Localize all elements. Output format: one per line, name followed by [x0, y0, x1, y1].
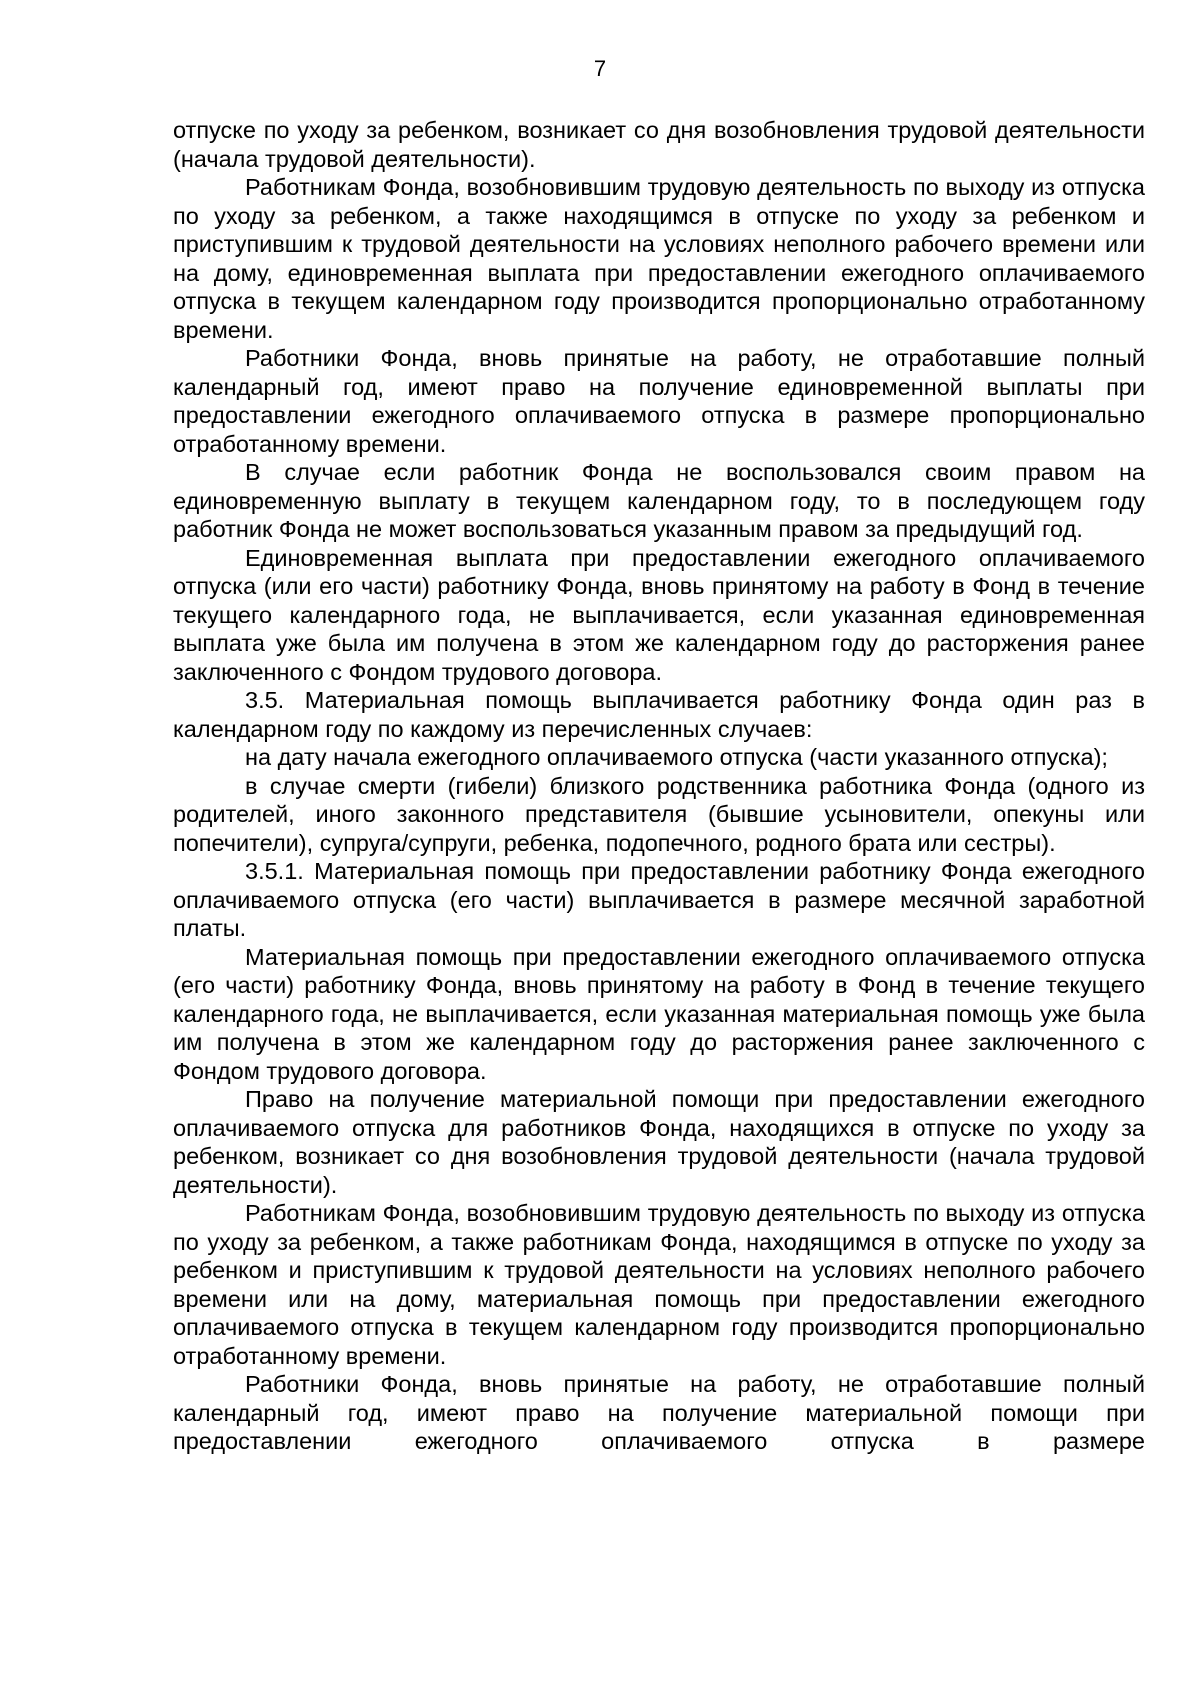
paragraph: Работники Фонда, вновь принятые на работу, не отработавшие полный календарный год, имеют право на получение материальной помощи при предоставлении ежегодного оплачиваемого отпуска в размере	[173, 1371, 1145, 1454]
paragraph: на дату начала ежегодного оплачиваемого отпуска (части указанного отпуска);	[245, 744, 1108, 770]
paragraph: В случае если работник Фонда не воспользовался своим правом на единовременную выплату в текущем календарном году, то в последующем году работник Фонда не может воспользоваться указанным правом за предыдущий год.	[173, 459, 1145, 542]
paragraph: отпуске по уходу за ребенком, возникает со дня возобновления трудовой деятельности (начала трудовой деятельности).	[173, 117, 1145, 172]
paragraph: Работникам Фонда, возобновившим трудовую деятельность по выходу из отпуска по уходу за ребенком, а также работникам Фонда, находящимся в отпуске по уходу за ребенком и приступившим к трудовой деятельности на условиях неполного рабочего времени или на дому, материальная помощь при предоставлении ежегодного оплачиваемого отпуска в текущем календарном году производится пропорционально отработанному времени.	[173, 1200, 1145, 1369]
paragraph: Материальная помощь при предоставлении ежегодного оплачиваемого отпуска (его части) работнику Фонда, вновь принятому на работу в Фонд в течение текущего календарного года, не выплачивается, если указанная материальная помощь уже была им получена в этом же календарном году до расторжения ранее заключенного с Фондом трудового договора.	[173, 943, 1145, 1084]
paragraph: Работники Фонда, вновь принятые на работу, не отработавшие полный календарный год, имеют право на получение единовременной выплаты при предоставлении ежегодного оплачиваемого отпуска в размере пропорционально отработанному времени.	[173, 345, 1145, 457]
paragraph: Работникам Фонда, возобновившим трудовую деятельность по выходу из отпуска по уходу за ребенком, а также находящимся в отпуске по уходу за ребенком и приступившим к трудовой деятельности на условиях неполного рабочего времени или на дому, единовременная выплата при предоставлении ежегодного оплачиваемого отпуска в текущем календарном году производится пропорционально отработанному времени.	[173, 174, 1145, 343]
page-number: 7	[593, 56, 607, 81]
paragraph: Единовременная выплата при предоставлении ежегодного оплачиваемого отпуска (или его части) работнику Фонда, вновь принятому на работу в Фонд в течение текущего календарного года, не выплачивается, если указанная единовременная выплата уже была им получена в этом же календарном году до расторжения ранее заключенного с Фондом трудового договора.	[173, 544, 1145, 685]
paragraph: 3.5. Материальная помощь выплачивается работнику Фонда один раз в календарном году по каждому из перечисленных случаев:	[173, 687, 1145, 742]
paragraph: Право на получение материальной помощи при предоставлении ежегодного оплачиваемого отпуска для работников Фонда, находящихся в отпуске по уходу за ребенком, возникает со дня возобновления трудовой деятельности (начала трудовой деятельности).	[173, 1086, 1145, 1198]
document-body	[173, 116, 1145, 1456]
paragraph: 3.5.1. Материальная помощь при предоставлении работнику Фонда ежегодного оплачиваемого отпуска (его части) выплачивается в размере месячной заработной платы.	[173, 858, 1145, 941]
paragraph: в случае смерти (гибели) близкого родственника работника Фонда (одного из родителей, иного законного представителя (бывшие усыновители, опекуны или попечители), супруга/супруги, ребенка, подопечного, родного брата или сестры).	[173, 772, 1145, 856]
